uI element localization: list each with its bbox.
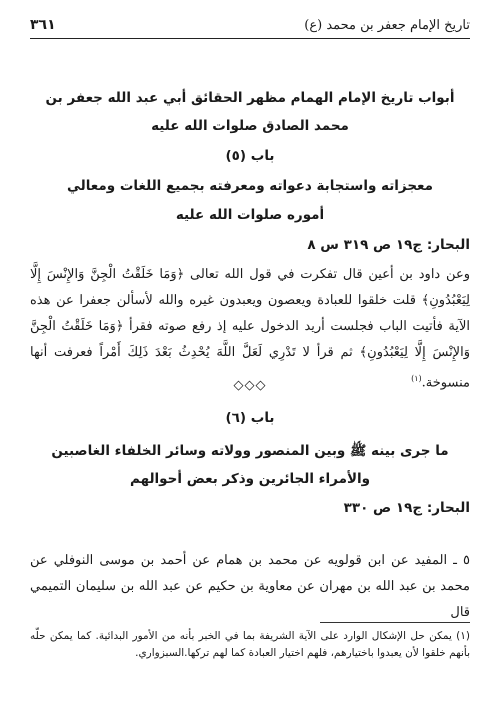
footnote-rule	[320, 622, 470, 623]
running-title: تاريخ الإمام جعفر بن محمد (ع)	[304, 17, 470, 33]
footnote-marker: (١)	[411, 374, 422, 383]
source-reference: البحار: ج١٩ ص ٣٣٠	[343, 500, 470, 516]
section-heading-line1: أبواب تاريخ الإمام الهمام مظهر الحقائق أبي عبد الله جعفر بن	[45, 90, 455, 106]
footnote: (١) يمكن حل الإشكال الوارد على الآية الشريفة بما في الخبر بأنه من الأمور البدائية. كما يمكن حلّه بأنهم خلقوا لأن يعبدوا باختيارهم، فلهم اختيار العبادة كما لهم تركها.السبزواري.	[30, 630, 470, 659]
chapter-number: باب (٥)	[225, 148, 275, 164]
chapter-title-line1: معجزاته واستجابة دعواته ومعرفته بجميع اللغات ومعالي	[66, 178, 434, 194]
page-number: ٣٦١	[30, 17, 56, 33]
section-separator: ◇◇◇	[233, 378, 267, 393]
chapter-title-line2: والأمراء الجائرين وذكر بعض أحوالهم	[129, 471, 371, 487]
body-paragraph: ٥ ـ المفيد عن ابن قولويه عن محمد بن همام عن أحمد بن موسى النوفلي عن محمد بن عبد الله بن مهران عن معاوية بن حكيم عن عبد الله بن سليمان التميمي قال	[30, 553, 470, 620]
section-heading-line2: محمد الصادق صلوات الله عليه	[151, 118, 349, 134]
chapter-title-line1: ما جرى بينه ﷺ وبين المنصور وولاته وسائر الخلفاء الغاصبين	[51, 443, 449, 459]
chapter-number: باب (٦)	[225, 410, 275, 426]
chapter-title-line2: أموره صلوات الله عليه	[175, 207, 325, 223]
body-paragraph	[30, 262, 470, 396]
running-header	[30, 14, 470, 36]
header-rule	[30, 38, 470, 39]
paragraph-text: وعن داود بن أعين قال تفكرت في قول الله تعالى ﴿وَمَا خَلَقْتُ الْجِنَّ وَالإِنْسَ إِلَّا لِيَعْبُدُونِ﴾ قلت خلقوا للعبادة ويعصون ويعبدون غيره والله لأسألن جعفرا عن هذه الآية فأتيت الباب فجلست أريد الدخول عليه إذ رفع صوته فقرأ ﴿وَمَا خَلَقْتُ الْجِنَّ وَالإِنْسَ إِلَّا لِيَعْبُدُونِ﴾ ثم قرأ لا تَدْرِي لَعَلَّ اللَّهَ يُحْدِثُ بَعْدَ ذَلِكَ أَمْراً فعرفت أنها منسوخة.	[30, 267, 470, 391]
source-reference: البحار: ج١٩ ص ٣١٩ س ٨	[307, 237, 470, 253]
